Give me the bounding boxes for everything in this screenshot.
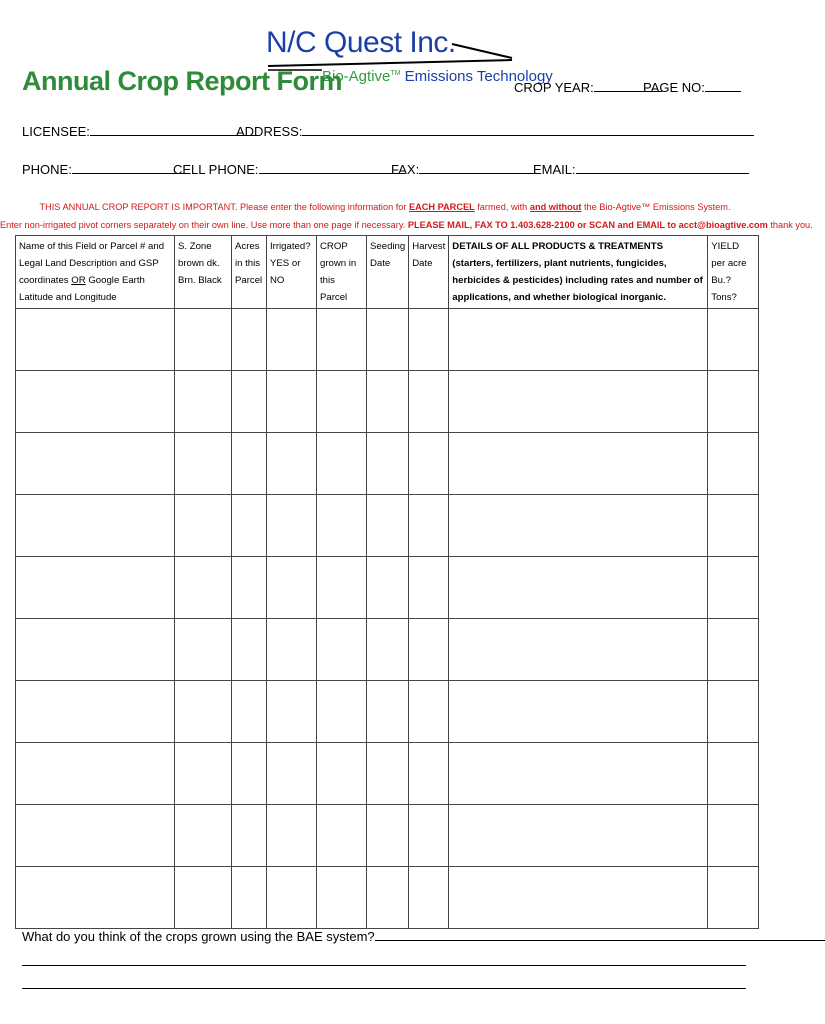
- cell-crop[interactable]: [317, 805, 367, 867]
- cell-phone-blank[interactable]: [259, 162, 405, 174]
- cell-harvest-date[interactable]: [409, 619, 449, 681]
- cell-acres[interactable]: [232, 743, 267, 805]
- feedback-question: [22, 929, 825, 944]
- cell-field-name[interactable]: [16, 557, 175, 619]
- header-irrigated: Irrigated? YES or NO: [267, 236, 317, 309]
- cell-details[interactable]: [449, 805, 708, 867]
- header-seeding-date: Seeding Date: [367, 236, 409, 309]
- cell-soil-zone[interactable]: [175, 309, 232, 371]
- cell-crop[interactable]: [317, 309, 367, 371]
- header-field-name: [16, 236, 175, 309]
- notice-1-a: THIS ANNUAL CROP REPORT IS IMPORTANT. Please enter the following information for: [39, 202, 410, 212]
- cell-yield[interactable]: [708, 433, 759, 495]
- cell-details[interactable]: [449, 681, 708, 743]
- cell-acres[interactable]: [232, 557, 267, 619]
- cell-crop[interactable]: [317, 743, 367, 805]
- cell-yield[interactable]: [708, 371, 759, 433]
- cell-soil-zone[interactable]: [175, 619, 232, 681]
- cell-irrigated[interactable]: [267, 557, 317, 619]
- email-label: EMAIL:: [533, 162, 576, 177]
- cell-irrigated[interactable]: [267, 433, 317, 495]
- feedback-answer-line-2[interactable]: [22, 965, 746, 966]
- cell-harvest-date[interactable]: [409, 681, 449, 743]
- header-crop: CROP grown in this Parcel: [317, 236, 367, 309]
- crop-year-field[interactable]: [514, 80, 662, 95]
- page-no-blank[interactable]: [705, 80, 741, 92]
- table-row: [16, 805, 759, 867]
- notice-1-e: the Bio-Agtive™ Emissions System.: [581, 202, 731, 212]
- licensee-blank[interactable]: [90, 124, 258, 136]
- cell-irrigated[interactable]: [267, 619, 317, 681]
- table-row: [16, 619, 759, 681]
- licensee-label: LICENSEE:: [22, 124, 90, 139]
- cell-crop[interactable]: [317, 433, 367, 495]
- fax-label: FAX:: [391, 162, 420, 177]
- cell-details[interactable]: [449, 557, 708, 619]
- email-field[interactable]: [533, 162, 749, 177]
- feedback-question-label: What do you think of the crops grown using the BAE system?: [22, 929, 375, 944]
- cell-harvest-date[interactable]: [409, 867, 449, 929]
- cell-details[interactable]: [449, 309, 708, 371]
- cell-phone-label: CELL PHONE:: [173, 162, 259, 177]
- licensee-field[interactable]: [22, 124, 258, 139]
- cell-details[interactable]: [449, 371, 708, 433]
- logo-tagline-rest: Emissions Technology: [404, 68, 553, 85]
- cell-seeding-date[interactable]: [367, 619, 409, 681]
- cell-yield[interactable]: [708, 805, 759, 867]
- cell-irrigated[interactable]: [267, 805, 317, 867]
- logo-company-name: N/C Quest Inc.: [266, 26, 456, 59]
- cell-details[interactable]: [449, 743, 708, 805]
- address-label: ADDRESS:: [236, 124, 303, 139]
- cell-acres[interactable]: [232, 619, 267, 681]
- cell-soil-zone[interactable]: [175, 495, 232, 557]
- header-field-name-a: Name of this Field or Parcel # and Legal Land Description and GSP coordinates: [19, 241, 165, 286]
- cell-field-name[interactable]: [16, 805, 175, 867]
- cell-crop[interactable]: [317, 557, 367, 619]
- address-field[interactable]: [236, 124, 754, 139]
- notice-line-1: [0, 202, 770, 212]
- cell-phone-field[interactable]: [173, 162, 405, 177]
- cell-harvest-date[interactable]: [409, 805, 449, 867]
- cell-field-name[interactable]: [16, 371, 175, 433]
- table-body: [16, 309, 759, 929]
- cell-soil-zone[interactable]: [175, 371, 232, 433]
- table-row: [16, 557, 759, 619]
- cell-crop[interactable]: [317, 495, 367, 557]
- cell-field-name[interactable]: [16, 743, 175, 805]
- cell-field-name[interactable]: [16, 309, 175, 371]
- cell-harvest-date[interactable]: [409, 371, 449, 433]
- table-row: [16, 371, 759, 433]
- phone-blank[interactable]: [72, 162, 184, 174]
- cell-acres[interactable]: [232, 681, 267, 743]
- fax-blank[interactable]: [419, 162, 538, 174]
- notice-1-and-without: and without: [529, 202, 582, 212]
- cell-soil-zone[interactable]: [175, 433, 232, 495]
- cell-seeding-date[interactable]: [367, 557, 409, 619]
- notice-1-c: farmed, with: [474, 202, 530, 212]
- header-field-name-b: Google Earth Latitude and Longitude: [19, 275, 145, 303]
- cell-acres[interactable]: [232, 433, 267, 495]
- cell-seeding-date[interactable]: [367, 867, 409, 929]
- cell-soil-zone[interactable]: [175, 867, 232, 929]
- page-no-label: PAGE NO:: [643, 80, 705, 95]
- page-no-field[interactable]: [643, 80, 741, 95]
- cell-field-name[interactable]: [16, 867, 175, 929]
- cell-irrigated[interactable]: [267, 743, 317, 805]
- logo-tagline-tm: TM: [390, 70, 401, 77]
- crop-report-table: [15, 235, 759, 929]
- cell-harvest-date[interactable]: [409, 433, 449, 495]
- cell-field-name[interactable]: [16, 495, 175, 557]
- cell-yield[interactable]: [708, 309, 759, 371]
- cell-seeding-date[interactable]: [367, 433, 409, 495]
- logo-tagline-brand: Bio-Agtive: [322, 68, 391, 85]
- cell-soil-zone[interactable]: [175, 681, 232, 743]
- phone-label: PHONE:: [22, 162, 72, 177]
- cell-details[interactable]: [449, 433, 708, 495]
- table-row: [16, 743, 759, 805]
- header-harvest-date: Harvest Date: [409, 236, 449, 309]
- notice-2-contact: PLEASE MAIL, FAX TO 1.403.628-2100 or SCAN and EMAIL to acct@bioagtive.com: [407, 220, 768, 230]
- header-details: DETAILS OF ALL PRODUCTS & TREATMENTS (starters, fertilizers, plant nutrients, fungicides, herbicides & pesticides) including rates and number of applications, and whether biological inorganic.: [449, 236, 708, 309]
- cell-soil-zone[interactable]: [175, 743, 232, 805]
- notice-2-c: thank you.: [767, 220, 813, 230]
- cell-seeding-date[interactable]: [367, 743, 409, 805]
- cell-soil-zone[interactable]: [175, 557, 232, 619]
- table-row: [16, 309, 759, 371]
- cell-details[interactable]: [449, 619, 708, 681]
- cell-seeding-date[interactable]: [367, 681, 409, 743]
- cell-yield[interactable]: [708, 743, 759, 805]
- cell-harvest-date[interactable]: [409, 557, 449, 619]
- page-title: Annual Crop Report Form: [22, 66, 342, 96]
- feedback-answer-blank-1[interactable]: [375, 929, 825, 941]
- cell-irrigated[interactable]: [267, 371, 317, 433]
- cell-acres[interactable]: [232, 371, 267, 433]
- cell-harvest-date[interactable]: [409, 309, 449, 371]
- notice-line-2: [0, 220, 813, 230]
- cell-soil-zone[interactable]: [175, 805, 232, 867]
- cell-yield[interactable]: [708, 557, 759, 619]
- cell-acres[interactable]: [232, 495, 267, 557]
- cell-seeding-date[interactable]: [367, 495, 409, 557]
- notice-2-a: Enter non-irrigated pivot corners separately on their own line. Use more than one page if necessary.: [0, 220, 408, 230]
- cell-crop[interactable]: [317, 371, 367, 433]
- cell-yield[interactable]: [708, 495, 759, 557]
- header-field-name-or: OR: [71, 275, 86, 286]
- table-row: [16, 867, 759, 929]
- crop-year-label: CROP YEAR:: [514, 80, 594, 95]
- fax-field[interactable]: [391, 162, 538, 177]
- header-soil-zone: S. Zone brown dk. Brn. Black: [175, 236, 232, 309]
- cell-irrigated[interactable]: [267, 309, 317, 371]
- cell-acres[interactable]: [232, 309, 267, 371]
- cell-irrigated[interactable]: [267, 495, 317, 557]
- cell-details[interactable]: [449, 495, 708, 557]
- cell-yield[interactable]: [708, 619, 759, 681]
- address-blank[interactable]: [302, 124, 754, 136]
- cell-crop[interactable]: [317, 681, 367, 743]
- phone-field[interactable]: [22, 162, 184, 177]
- cell-field-name[interactable]: [16, 619, 175, 681]
- cell-irrigated[interactable]: [267, 867, 317, 929]
- table-row: [16, 495, 759, 557]
- email-blank[interactable]: [576, 162, 749, 174]
- table-row: [16, 433, 759, 495]
- cell-acres[interactable]: [232, 805, 267, 867]
- cell-acres[interactable]: [232, 867, 267, 929]
- cell-crop[interactable]: [317, 619, 367, 681]
- cell-seeding-date[interactable]: [367, 371, 409, 433]
- cell-details[interactable]: [449, 867, 708, 929]
- cell-harvest-date[interactable]: [409, 495, 449, 557]
- cell-seeding-date[interactable]: [367, 805, 409, 867]
- cell-yield[interactable]: [708, 681, 759, 743]
- cell-crop[interactable]: [317, 867, 367, 929]
- cell-field-name[interactable]: [16, 433, 175, 495]
- cell-harvest-date[interactable]: [409, 743, 449, 805]
- table-row: [16, 681, 759, 743]
- cell-seeding-date[interactable]: [367, 309, 409, 371]
- feedback-answer-line-3[interactable]: [22, 988, 746, 989]
- cell-irrigated[interactable]: [267, 681, 317, 743]
- header-acres: Acres in this Parcel: [232, 236, 267, 309]
- cell-yield[interactable]: [708, 867, 759, 929]
- header-yield: YIELD per acre Bu.? Tons?: [708, 236, 759, 309]
- table-header-row: [16, 236, 759, 309]
- notice-1-each-parcel: EACH PARCEL: [409, 202, 475, 212]
- cell-field-name[interactable]: [16, 681, 175, 743]
